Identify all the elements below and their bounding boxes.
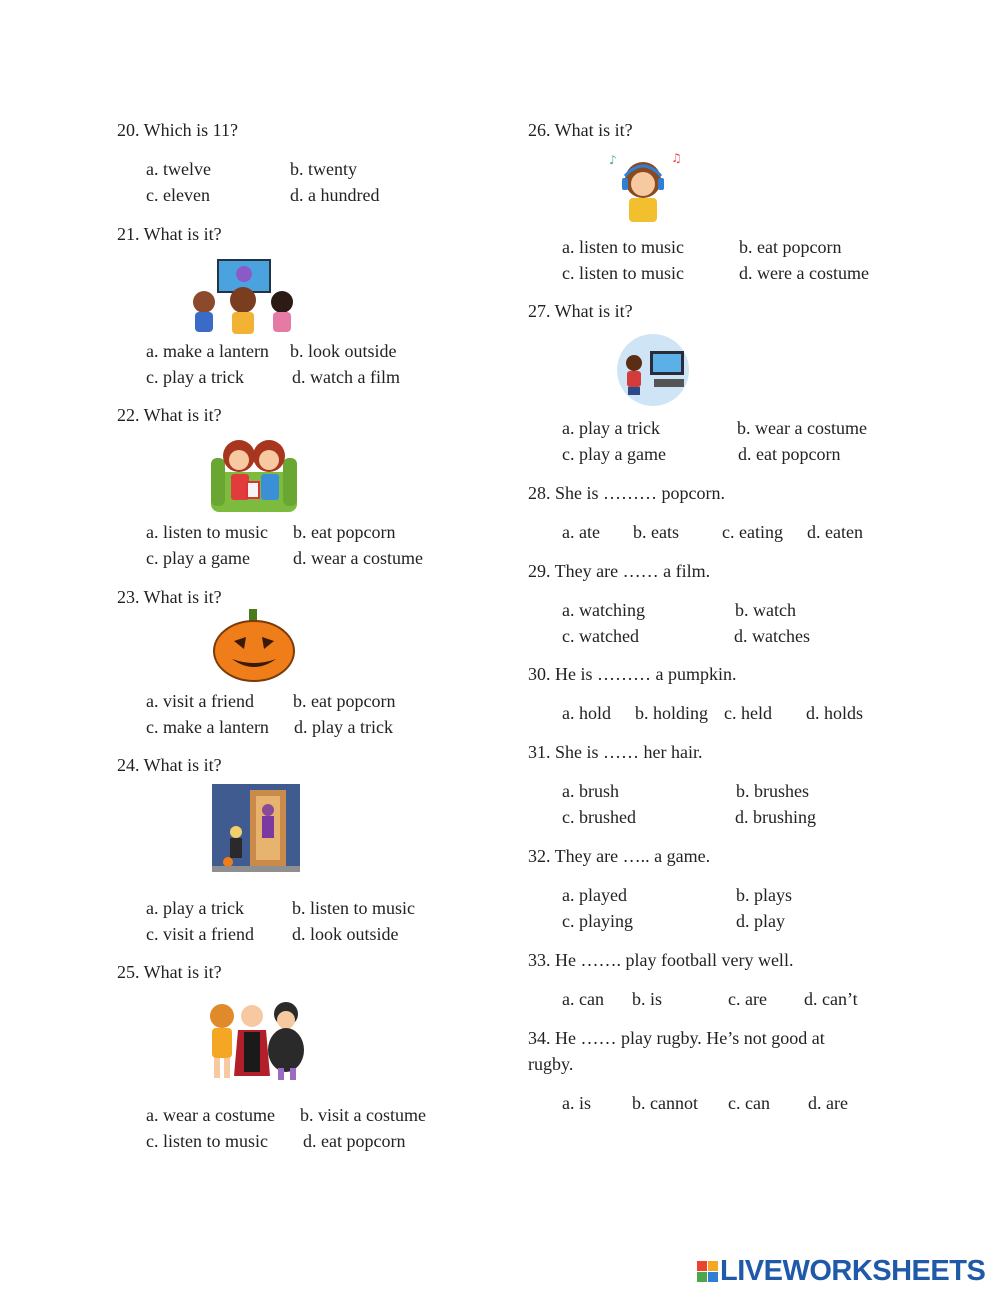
q30-option-d[interactable]: d. holds — [806, 703, 864, 723]
q24-option-a[interactable]: a. play a trick — [146, 898, 244, 918]
logo-tile-l — [697, 1261, 707, 1271]
brand-name: LIVEWORKSHEETS — [720, 1254, 986, 1287]
q22-option-a[interactable]: a. listen to music — [146, 522, 268, 542]
question-34-continued: rugby. — [528, 1054, 574, 1074]
q33-option-d[interactable]: d. can’t — [804, 989, 858, 1009]
q28-option-d[interactable]: d. eaten — [807, 522, 863, 542]
q33-option-c[interactable]: c. are — [728, 989, 767, 1009]
kids-in-costumes-illustration — [200, 998, 310, 1082]
q34-option-d[interactable]: d. are — [808, 1093, 848, 1113]
q28-option-b[interactable]: b. eats — [633, 522, 679, 542]
q22-option-c[interactable]: c. play a game — [146, 548, 250, 568]
q20-option-b[interactable]: b. twenty — [290, 159, 357, 179]
q31-option-d[interactable]: d. brushing — [735, 807, 816, 827]
q22-option-d[interactable]: d. wear a costume — [293, 548, 423, 568]
q29-option-b[interactable]: b. watch — [735, 600, 796, 620]
q25-option-c[interactable]: c. listen to music — [146, 1131, 268, 1151]
q21-option-b[interactable]: b. look outside — [290, 341, 397, 361]
girl-with-headphones-illustration — [607, 150, 687, 226]
q32-option-a[interactable]: a. played — [562, 885, 627, 905]
question-26: 26. What is it? — [528, 120, 633, 140]
question-20: 20. Which is 11? — [117, 120, 238, 140]
kids-eating-popcorn-illustration — [209, 436, 299, 518]
q29-option-a[interactable]: a. watching — [562, 600, 645, 620]
q24-option-b[interactable]: b. listen to music — [292, 898, 415, 918]
logo-tile-i — [708, 1261, 718, 1271]
q21-option-a[interactable]: a. make a lantern — [146, 341, 269, 361]
q33-option-a[interactable]: a. can — [562, 989, 604, 1009]
question-33: 33. He ……. play football very well. — [528, 950, 794, 970]
question-22: 22. What is it? — [117, 405, 222, 425]
trick-or-treat-door-illustration — [212, 784, 300, 872]
q21-option-c[interactable]: c. play a trick — [146, 367, 244, 387]
q25-option-a[interactable]: a. wear a costume — [146, 1105, 275, 1125]
logo-tile-e — [708, 1272, 718, 1282]
question-30: 30. He is ……… a pumpkin. — [528, 664, 737, 684]
q25-option-b[interactable]: b. visit a costume — [300, 1105, 426, 1125]
q21-option-d[interactable]: d. watch a film — [292, 367, 400, 387]
kids-watching-film-illustration — [188, 258, 298, 334]
q20-option-c[interactable]: c. eleven — [146, 185, 210, 205]
q23-option-c[interactable]: c. make a lantern — [146, 717, 269, 737]
boy-playing-game-illustration — [614, 333, 692, 407]
svg-text:♫: ♫ — [671, 151, 682, 165]
q24-option-c[interactable]: c. visit a friend — [146, 924, 254, 944]
q23-option-d[interactable]: d. play a trick — [294, 717, 393, 737]
q27-option-a[interactable]: a. play a trick — [562, 418, 660, 438]
q29-option-d[interactable]: d. watches — [734, 626, 810, 646]
question-25: 25. What is it? — [117, 962, 222, 982]
q32-option-c[interactable]: c. playing — [562, 911, 633, 931]
question-27: 27. What is it? — [528, 301, 633, 321]
svg-text:♪: ♪ — [609, 153, 617, 167]
question-31: 31. She is …… her hair. — [528, 742, 703, 762]
question-28: 28. She is ……… popcorn. — [528, 483, 725, 503]
q29-option-c[interactable]: c. watched — [562, 626, 639, 646]
q24-option-d[interactable]: d. look outside — [292, 924, 399, 944]
liveworksheets-logo — [697, 1256, 985, 1286]
q33-option-b[interactable]: b. is — [632, 989, 663, 1009]
q30-option-a[interactable]: a. hold — [562, 703, 611, 723]
q26-option-c[interactable]: c. listen to music — [562, 263, 684, 283]
q27-option-c[interactable]: c. play a game — [562, 444, 666, 464]
q23-option-a[interactable]: a. visit a friend — [146, 691, 254, 711]
question-21: 21. What is it? — [117, 224, 222, 244]
q34-option-c[interactable]: c. can — [728, 1093, 770, 1113]
q30-option-b[interactable]: b. holding — [635, 703, 709, 723]
q27-option-b[interactable]: b. wear a costume — [737, 418, 867, 438]
liveworksheets-icon — [697, 1261, 718, 1282]
q23-option-b[interactable]: b. eat popcorn — [293, 691, 396, 711]
q27-option-d[interactable]: d. eat popcorn — [738, 444, 841, 464]
q26-option-a[interactable]: a. listen to music — [562, 237, 684, 257]
question-23: 23. What is it? — [117, 587, 222, 607]
q20-option-d[interactable]: d. a hundred — [290, 185, 380, 205]
q31-option-a[interactable]: a. brush — [562, 781, 619, 801]
q30-option-c[interactable]: c. held — [724, 703, 772, 723]
q26-option-d[interactable]: d. were a costume — [739, 263, 869, 283]
q26-option-b[interactable]: b. eat popcorn — [739, 237, 842, 257]
logo-tile-v — [697, 1272, 707, 1282]
q34-option-a[interactable]: a. is — [562, 1093, 591, 1113]
q34-option-b[interactable]: b. cannot — [632, 1093, 698, 1113]
q32-option-d[interactable]: d. play — [736, 911, 785, 931]
question-24: 24. What is it? — [117, 755, 222, 775]
q28-option-c[interactable]: c. eating — [722, 522, 783, 542]
q20-option-a[interactable]: a. twelve — [146, 159, 211, 179]
q28-option-a[interactable]: a. ate — [562, 522, 600, 542]
q31-option-c[interactable]: c. brushed — [562, 807, 636, 827]
question-34: 34. He …… play rugby. He’s not good at — [528, 1028, 825, 1048]
q22-option-b[interactable]: b. eat popcorn — [293, 522, 396, 542]
q32-option-b[interactable]: b. plays — [736, 885, 792, 905]
jack-o-lantern-illustration — [212, 607, 296, 683]
q31-option-b[interactable]: b. brushes — [736, 781, 809, 801]
q25-option-d[interactable]: d. eat popcorn — [303, 1131, 406, 1151]
question-32: 32. They are ….. a game. — [528, 846, 711, 866]
question-29: 29. They are …… a film. — [528, 561, 711, 581]
